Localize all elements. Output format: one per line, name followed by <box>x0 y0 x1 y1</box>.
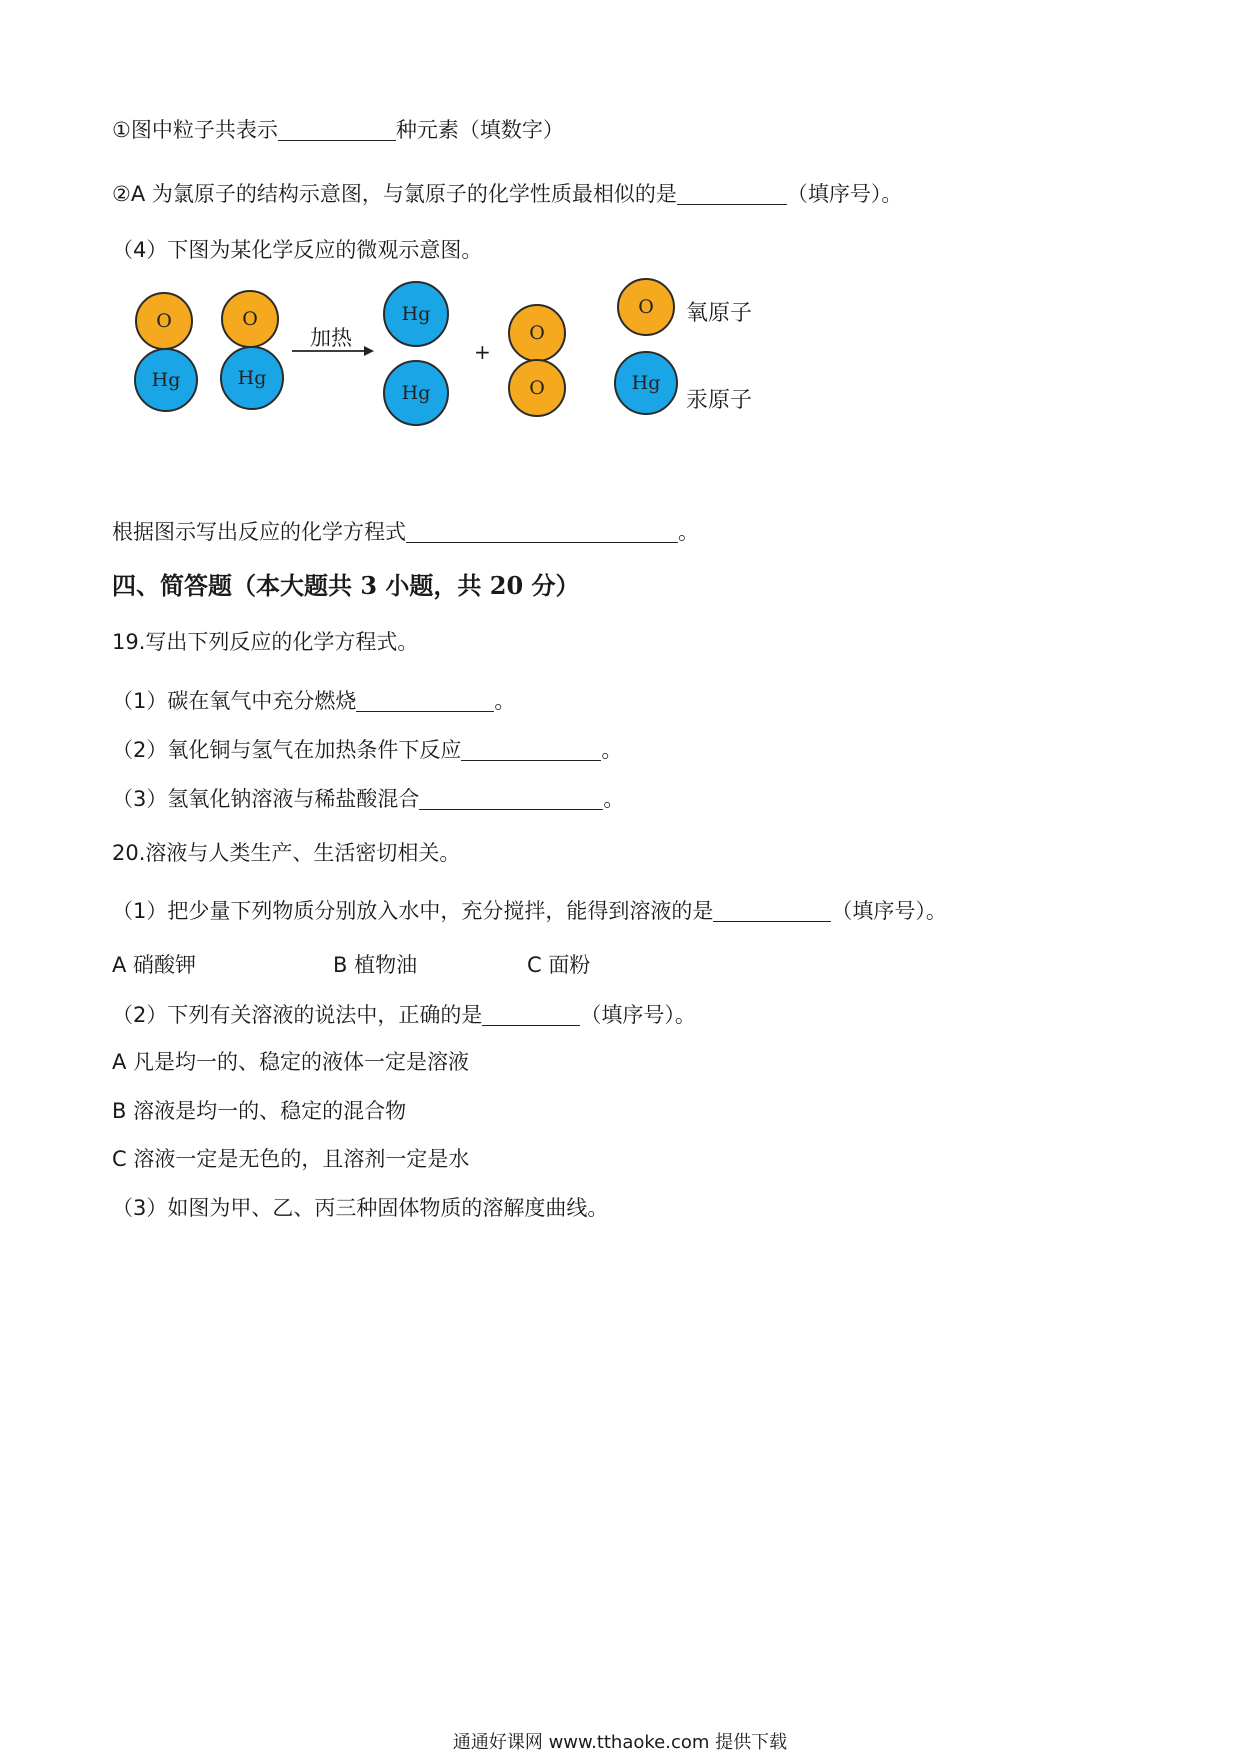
reactant2-oxygen-atom: O <box>221 290 279 348</box>
q19-item-1-blank[interactable] <box>356 689 494 712</box>
q19-item-2-prefix: （2）氧化铜与氢气在加热条件下反应 <box>112 738 462 762</box>
q19-item-2-blank[interactable] <box>461 738 601 761</box>
q20-part2-option-c: C 溶液一定是无色的，且溶剂一定是水 <box>112 1147 470 1171</box>
q18-sub1-prefix: ①图中粒子共表示 <box>112 118 278 142</box>
q18-equation-suffix: 。 <box>678 520 699 544</box>
q20-part1 <box>112 899 947 922</box>
q20-part1-prefix: （1）把少量下列物质分别放入水中，充分搅拌，能得到溶液的是 <box>112 899 714 923</box>
q20-part3: （3）如图为甲、乙、丙三种固体物质的溶解度曲线。 <box>112 1196 609 1220</box>
q19-item-3 <box>112 787 624 810</box>
q19-title: 19.写出下列反应的化学方程式。 <box>112 630 419 654</box>
q18-equation <box>112 520 699 543</box>
legend-mercury-label: 汞原子 <box>686 388 753 413</box>
q18-sub1-blank[interactable] <box>278 118 396 141</box>
product-oxygen-atom-1: O <box>508 304 566 362</box>
q18-equation-prefix: 根据图示写出反应的化学方程式 <box>112 520 406 544</box>
q18-sub2-suffix: （填序号）。 <box>786 182 903 206</box>
plus-sign: + <box>474 340 491 364</box>
footer-text: 通通好课网 www.tthaoke.com 提供下载 <box>452 1732 788 1753</box>
q20-part1-blank[interactable] <box>713 899 831 922</box>
q18-sub2 <box>112 182 902 205</box>
reactant1-mercury-atom: Hg <box>134 348 198 412</box>
arrow-icon <box>292 344 374 358</box>
q18-sub1-suffix: 种元素（填数字） <box>395 118 564 142</box>
reactant2-mercury-atom: Hg <box>220 346 284 410</box>
q18-sub2-blank[interactable] <box>677 182 787 205</box>
q20-part2-prefix: （2）下列有关溶液的说法中，正确的是 <box>112 1003 483 1027</box>
q20-part1-option-b: B 植物油 <box>333 953 418 977</box>
q18-part4: （4）下图为某化学反应的微观示意图。 <box>112 238 483 262</box>
section-heading: 四、简答题（本大题共 3 小题，共 20 分） <box>112 571 580 600</box>
q19-item-3-blank[interactable] <box>419 787 603 810</box>
q19-item-1-suffix: 。 <box>494 689 516 713</box>
product-mercury-atom-2: Hg <box>383 360 449 426</box>
q20-title: 20.溶液与人类生产、生活密切相关。 <box>112 841 461 865</box>
product-mercury-atom-1: Hg <box>383 281 449 347</box>
q19-item-2-suffix: 。 <box>601 738 623 762</box>
q20-part1-suffix: （填序号）。 <box>831 899 947 923</box>
legend-mercury-atom: Hg <box>614 351 678 415</box>
q20-part1-option-a: A 硝酸钾 <box>112 953 197 977</box>
q18-sub2-prefix: ②A 为氯原子的结构示意图，与氯原子的化学性质最相似的是 <box>112 182 677 206</box>
q18-equation-blank[interactable] <box>406 520 678 543</box>
q19-item-1-prefix: （1）碳在氧气中充分燃烧 <box>112 689 357 713</box>
q20-part1-option-c: C 面粉 <box>527 953 591 977</box>
q20-part2-option-b: B 溶液是均一的、稳定的混合物 <box>112 1099 407 1123</box>
q19-item-2 <box>112 738 622 761</box>
arrow-label: 加热 <box>310 326 352 350</box>
product-oxygen-atom-2: O <box>508 359 566 417</box>
q18-sub1 <box>112 118 564 141</box>
q19-item-3-prefix: （3）氢氧化钠溶液与稀盐酸混合 <box>112 787 420 811</box>
q20-part2-option-a: A 凡是均一的、稳定的液体一定是溶液 <box>112 1050 470 1074</box>
legend-oxygen-label: 氧原子 <box>686 301 753 326</box>
q19-item-1 <box>112 689 515 712</box>
q19-item-3-suffix: 。 <box>603 787 625 811</box>
legend-oxygen-atom: O <box>617 278 675 336</box>
q20-part2 <box>112 1003 696 1026</box>
reactant1-oxygen-atom: O <box>135 292 193 350</box>
q20-part2-blank[interactable] <box>482 1003 580 1026</box>
q20-part2-suffix: （填序号）。 <box>580 1003 696 1027</box>
